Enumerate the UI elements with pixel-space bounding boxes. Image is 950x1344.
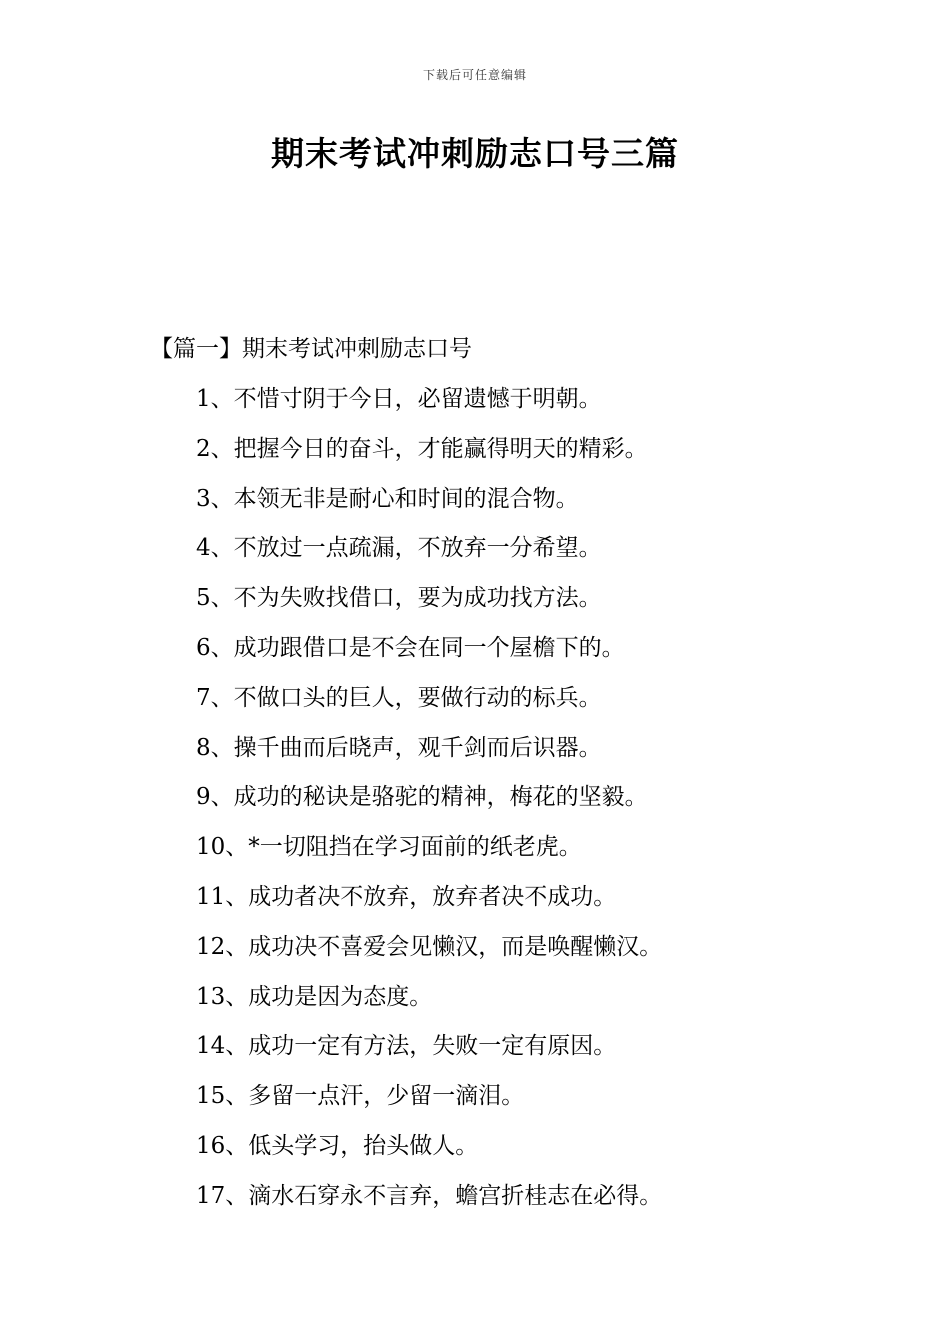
- list-item: 3、本领无非是耐心和时间的混合物。: [196, 485, 579, 512]
- list-item: 4、不放过一点疏漏，不放弃一分希望。: [196, 535, 602, 562]
- list-item: 1、不惜寸阴于今日，必留遗憾于明朝。: [196, 386, 602, 412]
- list-item: 2、把握今日的奋斗，才能赢得明天的精彩。: [196, 435, 648, 462]
- list-item: 13、成功是因为态度。: [196, 983, 433, 1010]
- list-item: 14、成功一定有方法，失败一定有原因。: [196, 1033, 617, 1060]
- list-item: 5、不为失败找借口，要为成功找方法。: [196, 585, 602, 612]
- list-item: 9、成功的秘诀是骆驼的精神，梅花的坚毅。: [196, 784, 648, 811]
- page-title: 期末考试冲刺励志口号三篇: [271, 134, 679, 173]
- slogan-list: [196, 375, 662, 1222]
- section-heading: 【篇一】期末考试冲刺励志口号: [150, 336, 472, 362]
- list-item: 12、成功决不喜爱会见懒汉，而是唤醒懒汉。: [196, 933, 663, 960]
- list-item: 17、滴水石穿永不言弃，蟾宫折桂志在必得。: [196, 1182, 663, 1209]
- list-item: 15、多留一点汗，少留一滴泪。: [196, 1083, 525, 1110]
- list-item: 6、成功跟借口是不会在同一个屋檐下的。: [196, 634, 625, 661]
- list-item: 8、操千曲而后晓声，观千剑而后识器。: [196, 734, 602, 761]
- list-item: 16、低头学习，抬头做人。: [196, 1132, 479, 1159]
- list-item: 11、成功者决不放弃，放弃者决不成功。: [196, 883, 617, 910]
- header-note: 下载后可任意编辑: [422, 68, 527, 82]
- list-item: 7、不做口头的巨人，要做行动的标兵。: [196, 684, 602, 711]
- list-item: 10、*一切阻挡在学习面前的纸老虎。: [196, 834, 582, 861]
